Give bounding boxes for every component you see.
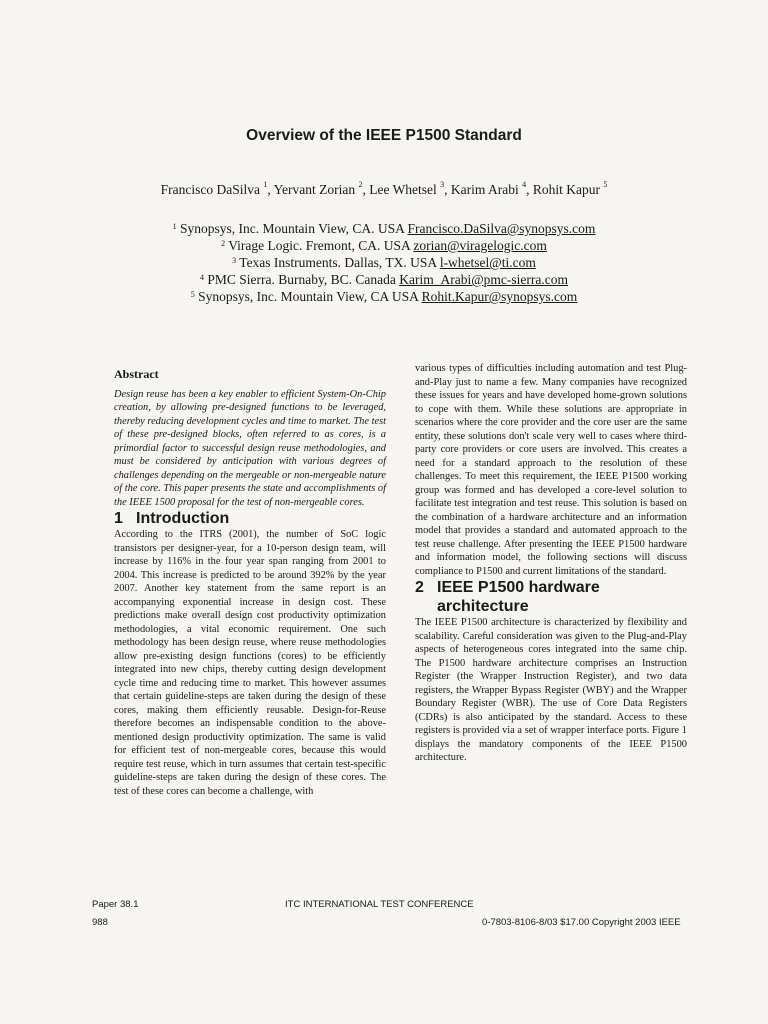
affiliation-sup: 3 bbox=[232, 256, 237, 265]
author-separator: , bbox=[526, 182, 533, 197]
email-link[interactable]: l-whetsel@ti.com bbox=[439, 255, 536, 270]
email-link[interactable]: Francisco.DaSilva@synopsys.com bbox=[407, 221, 596, 236]
section-heading-introduction bbox=[114, 509, 386, 528]
affiliation-text: Synopsys, Inc. Mountain View, CA. USA bbox=[179, 221, 405, 236]
author-name: Rohit Kapur bbox=[532, 182, 601, 197]
author-separator: , bbox=[267, 182, 274, 197]
left-column bbox=[114, 368, 386, 798]
footer-copyright: 0-7803-8106-8/03 $17.00 Copyright 2003 IEEE bbox=[482, 917, 681, 928]
author-sup: 5 bbox=[603, 180, 608, 189]
abstract-heading: Abstract bbox=[114, 367, 159, 381]
author-sup: 3 bbox=[440, 180, 445, 189]
footer-conference: ITC INTERNATIONAL TEST CONFERENCE bbox=[285, 899, 474, 910]
affiliation-text: Virage Logic. Fremont, CA. USA bbox=[228, 238, 411, 253]
affiliation bbox=[0, 288, 768, 305]
hardware-text: The IEEE P1500 architecture is characterized by flexibility and scalability. Careful consideration was given to the Plug-and-Play aspects of heterogeneous cores integrated into the same chip. The P1500 hardware architecture comprises an Instruction Register (the Wrapper Instruction Register), and two data registers, the Wrapper Bypass Register (WBY) and the Wrapper Boundary Register (WBR). The use of Core Data Registers (CDRs) is also anticipated by the standard. Access to these registers is provided via a set of wrapper interface ports. Figure 1 displays the mandatory components of the IEEE P1500 architecture. bbox=[415, 617, 687, 763]
affiliation bbox=[0, 220, 768, 237]
section-number: 1 bbox=[114, 510, 123, 527]
section-title: Introduction bbox=[136, 510, 230, 527]
author-sup: 2 bbox=[358, 180, 363, 189]
author-name: Francisco DaSilva bbox=[160, 182, 260, 197]
affiliation-sup: 1 bbox=[172, 222, 177, 231]
affiliation bbox=[0, 237, 768, 254]
author-sup: 1 bbox=[263, 180, 268, 189]
section-number: 2 bbox=[415, 579, 424, 596]
section-title-line2: architecture bbox=[437, 598, 529, 615]
author-name: Karim Arabi bbox=[450, 182, 519, 197]
right-column bbox=[415, 362, 687, 765]
affiliation-text: PMC Sierra. Burnaby, BC. Canada bbox=[207, 272, 396, 287]
author-sup: 4 bbox=[522, 180, 527, 189]
introduction-continued-text: various types of difficulties including automation and test Plug-and-Play just to name a few. Many companies have recognized these issues for years and have developed home-grown solutions to cope with them. While these solutions are appropriate in scenarios where the core provider and the core user are the same entity, these solutions don't scale very well to cases where third-party core providers or core users are involved. This creates a need for a standard approach to the resolution of these challenges. To meet this requirement, the IEEE P1500 working group was formed and has developed a core-level solution to facilitate test integration and test reuse. This solution is based on the combination of a hardware architecture and an information model that provides a standard and automated approach to the test reuse challenge. After presenting the IEEE P1500 hardware and information model, the following sections will discuss compliance to P1500 and current limitations of the standard. bbox=[415, 363, 687, 577]
abstract-text: Design reuse has been a key enabler to efficient System-On-Chip creation, by allowing pre-designed functions to be leveraged, thereby reducing development cycles and time to market. The test of these pre-designed blocks, often referred to as cores, is a primordial factor to successful design reuse methodologies, and must be considered by anticipation with various degrees of challenges depending on the mergeable or non-mergeable nature of the core. This paper presents the state and accomplishments of the IEEE 1500 proposal for the test of non-mergeable cores. bbox=[114, 388, 386, 508]
paper-title: Overview of the IEEE P1500 Standard bbox=[246, 127, 522, 144]
author-name: Lee Whetsel bbox=[369, 182, 437, 197]
affiliation-sup: 4 bbox=[200, 273, 204, 282]
author-name: Yervant Zorian bbox=[273, 182, 356, 197]
affiliation bbox=[0, 254, 768, 271]
author-separator: , bbox=[444, 182, 451, 197]
footer-page-number: 988 bbox=[92, 917, 108, 928]
affiliation-sup: 2 bbox=[221, 239, 226, 248]
footer-paper-number: Paper 38.1 bbox=[92, 899, 139, 910]
affiliation-list bbox=[0, 220, 768, 305]
email-link[interactable]: Rohit.Kapur@synopsys.com bbox=[421, 289, 578, 304]
affiliation-text: Synopsys, Inc. Mountain View, CA USA bbox=[198, 289, 419, 304]
author-list bbox=[0, 182, 768, 198]
email-link[interactable]: Karim_Arabi@pmc-sierra.com bbox=[399, 272, 568, 287]
affiliation bbox=[0, 271, 768, 288]
email-link[interactable]: zorian@viragelogic.com bbox=[413, 238, 547, 253]
section-heading-hardware bbox=[415, 578, 687, 616]
section-title-line1: IEEE P1500 hardware bbox=[437, 579, 600, 596]
introduction-text: According to the ITRS (2001), the number of SoC logic transistors per designer-year, for a 10-person design team, will increase by 116% in the four year span ranging from 2001 to 2004. This increase is predicted to be around 392% by the year 2007. Another key statement from the same report is an accompanying exponential increase in design cost. These predictions make overall design cost productivity optimization methodologies, a vital economic requirement. One such methodology has been design reuse, where reuse methodologies allow pre-existing design functions (cores) to be efficiently integrated into new chips, thereby cutting design development cycle time and reducing time to market. This however assumes that certain guideline-steps are taken during the design of these cores, making them efficiently reusable. Design-for-Reuse therefore becomes an indispensable condition to the above-mentioned design productivity optimization. The same is valid for efficient test of non-mergeable cores, because this would require test reuse, which in turn assumes that certain test-specific guideline-steps are taken during the design of these cores. The test of these cores can become a challenge, with bbox=[114, 529, 386, 797]
affiliation-text: Texas Instruments. Dallas, TX. USA bbox=[239, 255, 437, 270]
author-separator: , bbox=[362, 182, 370, 197]
affiliation-sup: 5 bbox=[190, 290, 195, 299]
